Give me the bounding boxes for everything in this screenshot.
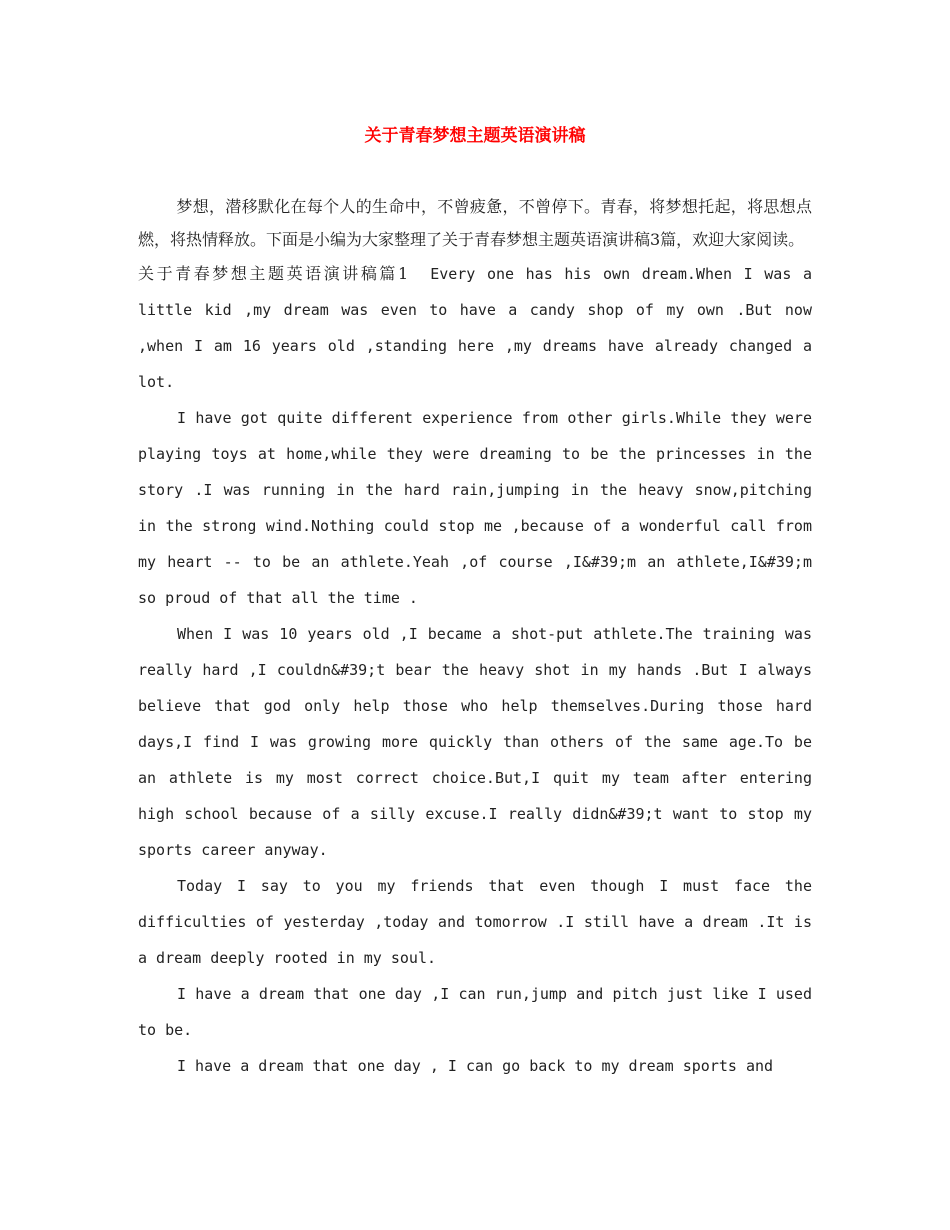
paragraph-2: I have got quite different experience from other girls.While they were playing toys at home,while they were dreaming to be the princesses in the story .I was running in the hard rain,jumping in the heavy snow,pitching in the strong wind.Nothing could stop me ,because of a wonderful call from my heart -- to be an athlete.Yeah ,of course ,I&#39;m an athlete,I&#39;m so proud of that all the time . xyxy=(138,409,812,607)
paragraph-5: I have a dream that one day ,I can run,jump and pitch just like I used to be. xyxy=(138,985,812,1039)
document-title: 关于青春梦想主题英语演讲稿 xyxy=(364,126,586,146)
section-first-paragraph xyxy=(138,256,812,400)
section-heading: 关于青春梦想主题英语演讲稿篇1 xyxy=(138,264,409,283)
paragraph-3: When I was 10 years old ,I became a shot-put athlete.The training was really hard ,I couldn&#39;t bear the heavy shot in my hands .But I always believe that god only help those who help themselves.During those hard days,I find I was growing more quickly than others of the same age.To be an athlete is my most correct choice.But,I quit my team after entering high school because of a silly excuse.I really didn&#39;t want to stop my sports career anyway. xyxy=(138,625,812,859)
paragraph-1: Every one has his own dream.When I was a little kid ,my dream was even to have a candy shop of my own .But now ,when I am 16 years old ,standing here ,my dreams have already changed a lot. xyxy=(138,265,812,391)
paragraph-4: Today I say to you my friends that even though I must face the difficulties of yesterday ,today and tomorrow .I still have a dream .It is a dream deeply rooted in my soul. xyxy=(138,877,812,967)
document-body xyxy=(138,190,812,1084)
intro-paragraph: 梦想，潜移默化在每个人的生命中，不曾疲惫，不曾停下。青春，将梦想托起，将思想点燃，将热情释放。下面是小编为大家整理了关于青春梦想主题英语演讲稿3篇，欢迎大家阅读。 xyxy=(138,197,812,249)
paragraph-6: I have a dream that one day , I can go back to my dream sports and xyxy=(177,1057,774,1075)
